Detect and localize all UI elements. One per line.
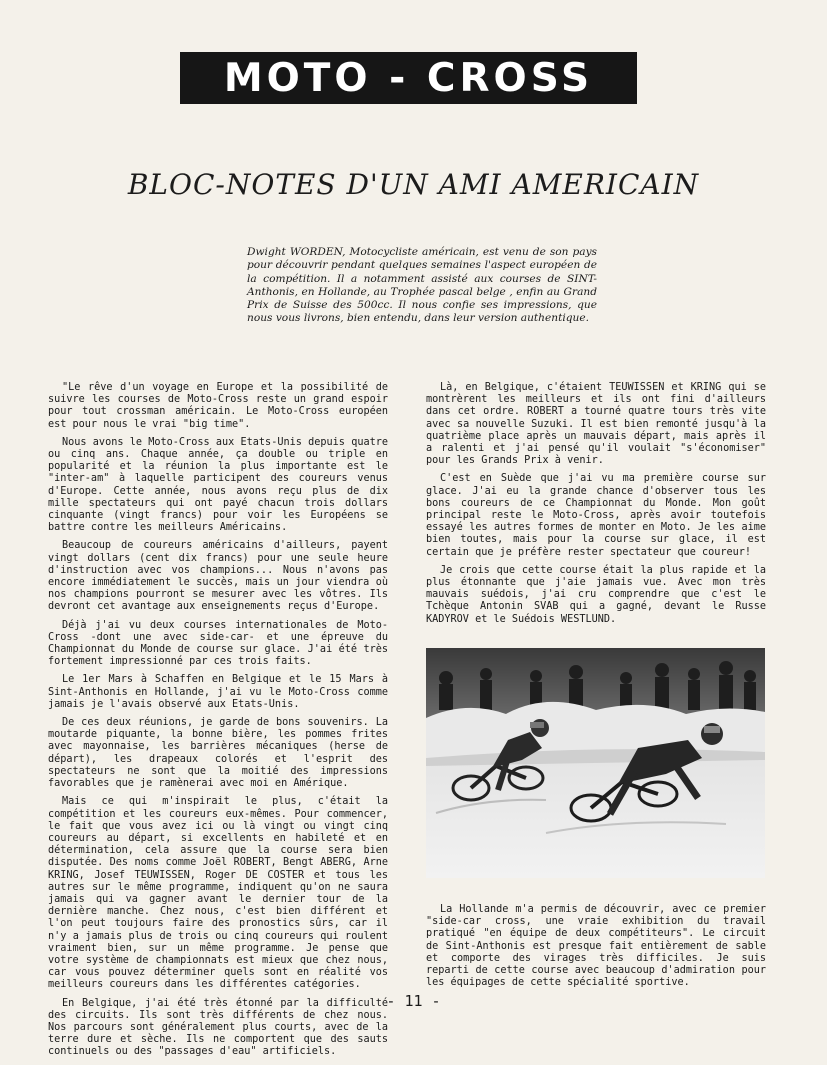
- right-paragraph-2: C'est en Suède que j'ai vu ma première course sur glace. J'ai eu la grande chance d'observer tous les bons coureurs de ce Championnat du Monde. Mon goût principal reste le Moto-Cross, après avoir toutefois essayé les autres formes de monter en Moto. Je les aime bien toutes, mais pour la course sur glace, il est certain que je préfère rester spectateur que coureur!: [426, 473, 766, 558]
- right-paragraph-4: La Hollande m'a permis de découvrir, avec ce premier "side-car cross, une vraie exhibition du travail pratiqué "en équipe de deux compétiteurs". Le circuit de Sint-Anthonis est presque fait entièrement de sable et comporte des virages très difficiles. Je suis reparti de cette course avec beaucoup d'admiration pour les équipages de cette spécialité sportive.: [426, 904, 766, 989]
- right-paragraph-1: Là, en Belgique, c'étaient TEUWISSEN et KRING qui se montrèrent les meilleurs et ils ont fini d'ailleurs dans cet ordre. ROBERT a tourné quatre tours très vite avec sa nouvelle Suzuki. Il est bien remonté jusqu'à la quatrième place après un mauvais départ, mais après il a ralenti et j'ai pensé qu'il voulait "s'économiser" pour les Grands Prix à venir.: [426, 382, 766, 467]
- banner-title: MOTO - CROSS: [223, 55, 594, 101]
- ice-racing-photo: [426, 648, 765, 878]
- left-paragraph-6: De ces deux réunions, je garde de bons souvenirs. La moutarde piquante, la bonne bière, les pommes frites avec mayonnaise, les barrières mécaniques (herse de départ), les drapeaux colorés et l'esprit des spectateurs ne sont que la moitié des impressions favorables que je ramènerai avec moi en Amérique.: [48, 717, 388, 790]
- left-paragraph-3: Beaucoup de coureurs américains d'ailleurs, payent vingt dollars (cent dix francs) pour une seule heure d'instruction avec vos champions... Nous n'avons pas encore immédiatement le succès, mais un jour viendra où nos champions pourront se mesurer avec les vôtres. Ils devront cet avantage aux enseignements reçus d'Europe.: [48, 540, 388, 613]
- page-number: - 11 -: [386, 992, 441, 1010]
- left-column: [48, 382, 388, 1065]
- left-paragraph-8: En Belgique, j'ai été très étonné par la difficulté des circuits. Ils sont très différents de chez nous. Nos parcours sont généralement plus courts, avec de la terre dure et sèche. Ils ne comportent que des sauts continuels ou des "passages d'eau" artificiels.: [48, 997, 388, 1058]
- intro-paragraph: Dwight WORDEN, Motocycliste américain, est venu de son pays pour découvrir pendant quelques semaines l'aspect européen de la compétition. Il a notamment assisté aux courses de SINT-Anthonis, en Hollande, au Trophée pascal belge , enfin au Grand Prix de Suisse des 500cc. Il nous confie ses impressions, que nous vous livrons, bien entendu, dans leur version authentique.: [247, 246, 597, 325]
- right-paragraph-3: Je crois que cette course était la plus rapide et la plus étonnante que j'aie jamais vue. Avec mon très mauvais suédois, j'ai cru comprendre que c'est le Tchèque Antonin SVAB qui a gagné, devant le Russe KADYROV et le Suédois WESTLUND.: [426, 564, 766, 625]
- left-paragraph-1: "Le rêve d'un voyage en Europe et la possibilité de suivre les courses de Moto-Cross reste un grand espoir pour tout crossman américain. Le Moto-Cross européen est pour nous le vrai "big time".: [48, 382, 388, 430]
- left-paragraph-7: Mais ce qui m'inspirait le plus, c'était la compétition et les coureurs eux-mêmes. Pour commencer, le fait que vous avez ici ou là vingt ou vingt cinq coureurs au départ, si excellents en habileté et en détermination, cela assure que la course sera bien disputée. Des noms comme Joël ROBERT, Bengt ABERG, Arne KRING, Josef TEUWISSEN, Roger DE COSTER et tous les autres sur le même programme, indiquent qu'on ne saura jamais qui va gagner avant le dernier tour de la dernière manche. Chez nous, c'est bien différent et l'on peut toujours faire des pronostics sûrs, car il n'y a jamais plus de trois ou cinq coureurs qui roulent vraiment bien, sur un même programme. Je pense que votre système de championnats est mieux que chez nous, car vous pouvez déterminer quels sont en réalité vos meilleurs coureurs dans les différentes catégories.: [48, 796, 388, 991]
- left-paragraph-2: Nous avons le Moto-Cross aux Etats-Unis depuis quatre ou cinq ans. Chaque année, ça double ou triple en popularité et la réunion la plus importante est le "inter-am" à laquelle participent des coureurs venus d'Europe. Cette année, nous avons reçu plus de dix mille spectateurs qui ont payé chacun trois dollars cinquante (vingt francs) pour voir les Européens se battre contre les meilleurs Américains.: [48, 436, 388, 534]
- right-column-bottom: [426, 904, 766, 995]
- right-column-top: [426, 382, 766, 632]
- section-banner: [180, 52, 637, 104]
- left-paragraph-5: Le 1er Mars à Schaffen en Belgique et le 15 Mars à Sint-Anthonis en Hollande, j'ai vu le Moto-Cross comme jamais je l'avais observé aux Etats-Unis.: [48, 674, 388, 710]
- article-title: BLOC-NOTES D'UN AMI AMERICAIN: [127, 168, 700, 201]
- left-paragraph-4: Déjà j'ai vu deux courses internationales de Moto-Cross -dont une avec side-car- et une épreuve du Championnat du Monde de course sur glace. J'ai été très fortement impressionné par ces trois faits.: [48, 619, 388, 668]
